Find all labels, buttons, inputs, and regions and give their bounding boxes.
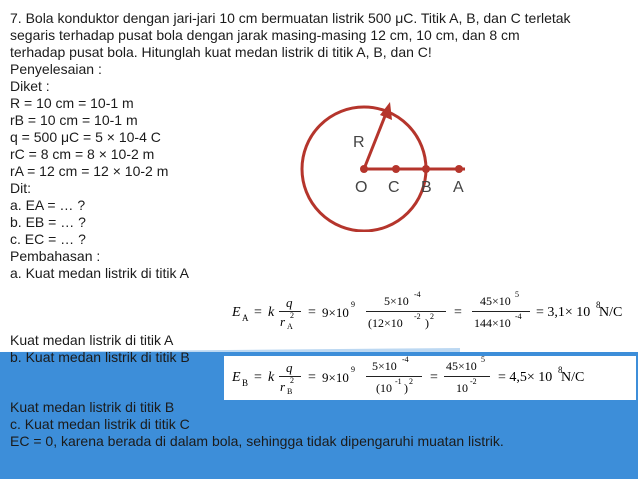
fa-eq2: =	[308, 305, 316, 320]
part-c-label: c. Kuat medan listrik di titik C	[10, 416, 190, 432]
point-b	[422, 165, 430, 173]
fb-bar2	[366, 376, 422, 377]
fb-eq1: =	[254, 370, 262, 385]
fb-den1: r	[280, 379, 286, 394]
fb-den3-sup: -2	[470, 377, 477, 386]
fb-den2: (10	[376, 381, 392, 395]
discussion-label: Pembahasan :	[10, 248, 101, 264]
fb-den2-sup: -1	[395, 377, 402, 386]
fb-result-sup: 8	[558, 365, 563, 375]
fa-den2-sup: -2	[414, 312, 421, 321]
fb-num2-sup: -4	[402, 355, 409, 364]
fa-den2: (12×10	[368, 316, 403, 330]
fa-eq1: =	[254, 305, 262, 320]
label-r: R	[353, 134, 365, 151]
problem-line-1: 7. Bola konduktor dengan jari-jari 10 cm bermuatan listrik 500 μC. Titik A, B, dan C terletak	[10, 10, 571, 26]
fa-den1-sup: 2	[290, 311, 294, 320]
problem-line-3: terhadap pusat bola. Hitunglah kuat medan listrik di titik A, B, dan C!	[10, 44, 432, 60]
asked-label: Dit:	[10, 180, 31, 196]
fb-num2: 5×10	[372, 359, 397, 373]
fa-den2-tail: )	[425, 316, 429, 330]
fa-unit: N/C	[599, 305, 623, 320]
asked-eb: b. EB = … ?	[10, 214, 86, 230]
fb-k: k	[268, 370, 275, 385]
fb-den2-tail: )	[404, 381, 408, 395]
asked-ea: a. EA = … ?	[10, 197, 86, 213]
fa-num1: q	[286, 295, 293, 310]
label-o: O	[355, 179, 368, 196]
fa-k: k	[268, 305, 275, 320]
point-o	[360, 165, 368, 173]
fa-result-sup: 8	[596, 300, 601, 310]
formula-ea	[224, 289, 636, 337]
fb-den1-sup: 2	[290, 376, 294, 385]
given-charge: q = 500 μC = 5 × 10-4 C	[10, 129, 161, 145]
fb-eq3: =	[430, 370, 438, 385]
fb-den1-sub: B	[287, 387, 293, 396]
fb-lhs-sub: B	[242, 378, 249, 388]
repeat-b-label: Kuat medan listrik di titik B	[10, 399, 175, 415]
fb-num3-sup: 5	[481, 355, 485, 364]
given-rc: rC = 8 cm = 8 × 10-2 m	[10, 146, 155, 162]
fb-num1: q	[286, 360, 293, 375]
radius-line	[364, 111, 387, 169]
fb-eq2: =	[308, 370, 316, 385]
solution-heading: Penyelesaian :	[10, 61, 102, 77]
fa-num3: 45×10	[480, 294, 511, 308]
fb-num3: 45×10	[446, 359, 477, 373]
fb-coef-sup: 9	[351, 365, 355, 374]
fb-den3: 10	[456, 381, 468, 395]
label-b: B	[421, 179, 432, 196]
fa-coef: 9×10	[322, 305, 349, 320]
fa-coef-sup: 9	[351, 300, 355, 309]
fa-den1-sub: A	[287, 322, 293, 331]
fb-coef: 9×10	[322, 370, 349, 385]
fb-bar3	[444, 376, 490, 377]
fa-result: = 3,1× 10	[536, 305, 591, 320]
asked-ec: c. EC = … ?	[10, 231, 86, 247]
fa-lhs-sub: A	[242, 313, 249, 323]
fb-unit: N/C	[561, 370, 585, 385]
fa-bar2	[366, 311, 446, 312]
label-c: C	[388, 179, 400, 196]
fa-den3: 144×10	[474, 316, 511, 330]
fa-num2: 5×10	[384, 294, 409, 308]
point-c	[392, 165, 400, 173]
given-radius: R = 10 cm = 10-1 m	[10, 95, 134, 111]
problem-line-2: segaris terhadap pusat bola dengan jarak masing-masing 12 cm, 10 cm, dan 8 cm	[10, 27, 520, 43]
point-a	[455, 165, 463, 173]
part-a-label: a. Kuat medan listrik di titik A	[10, 265, 189, 281]
fa-den2-tail-sup: 2	[430, 312, 434, 321]
fa-den1: r	[280, 314, 286, 329]
fb-result: = 4,5× 10	[498, 370, 553, 385]
given-rb: rB = 10 cm = 10-1 m	[10, 112, 138, 128]
fa-num3-sup: 5	[515, 290, 519, 299]
sphere-diagram	[296, 90, 480, 232]
fb-den2-tail-sup: 2	[409, 377, 413, 386]
fa-eq3: =	[454, 305, 462, 320]
label-a: A	[453, 179, 464, 196]
given-ra: rA = 12 cm = 12 × 10-2 m	[10, 163, 169, 179]
formula-eb	[224, 356, 636, 400]
fa-lhs: E	[232, 305, 241, 320]
given-label: Diket :	[10, 78, 50, 94]
conclusion-text: EC = 0, karena berada di dalam bola, sehingga tidak dipengaruhi muatan listrik.	[10, 433, 504, 449]
fa-den3-sup: -4	[515, 312, 522, 321]
fb-lhs: E	[232, 370, 241, 385]
repeat-a-label: Kuat medan listrik di titik A	[10, 332, 174, 348]
fa-num2-sup: -4	[414, 290, 421, 299]
part-b-label: b. Kuat medan listrik di titik B	[10, 349, 190, 365]
